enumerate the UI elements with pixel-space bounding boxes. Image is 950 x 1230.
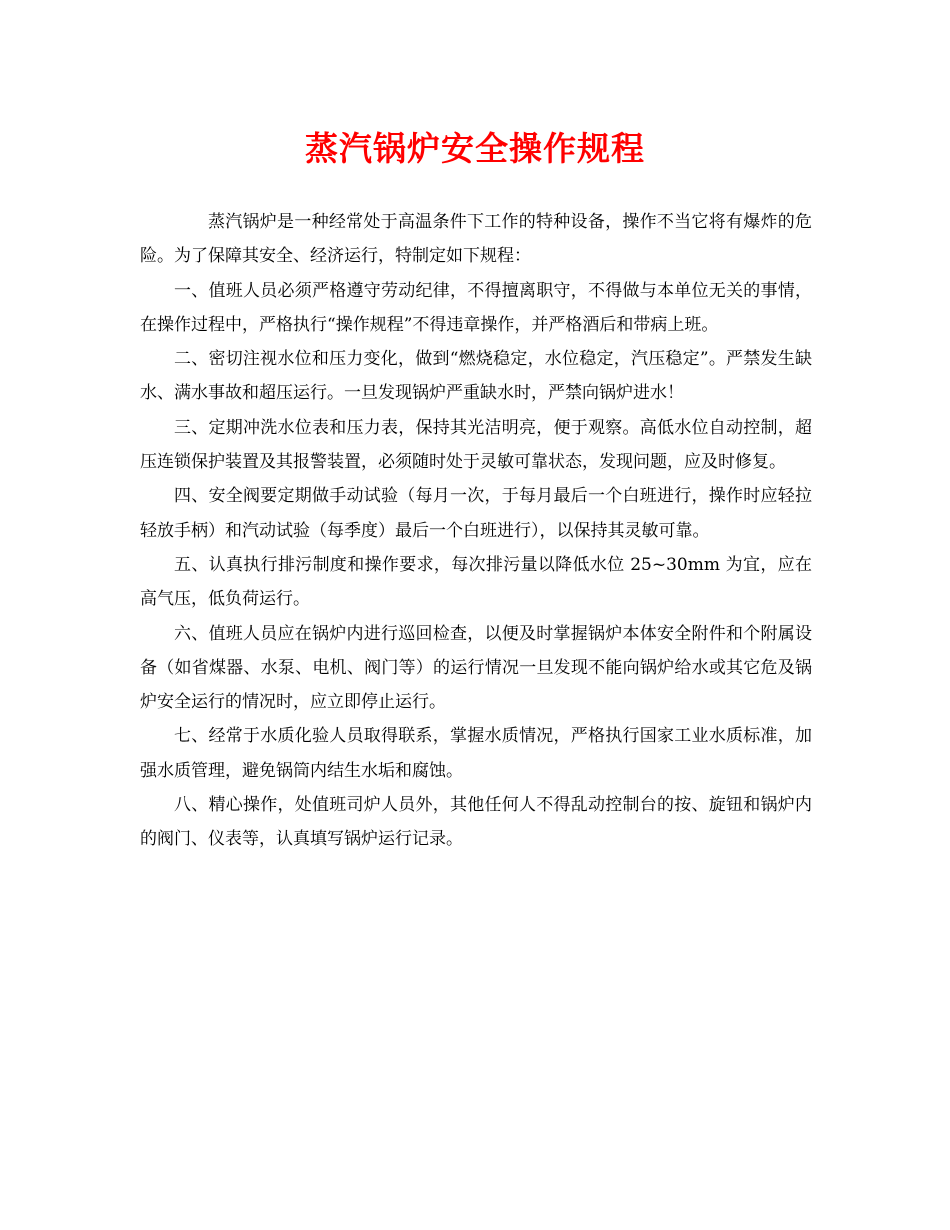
intro-paragraph: 蒸汽锅炉是一种经常处于高温条件下工作的特种设备，操作不当它将有爆炸的危险。为了保障其安全、经济运行，特制定如下规程： xyxy=(140,212,812,267)
rule-paragraph-8: 八、精心操作，处值班司炉人员外，其他任何人不得乱动控制台的按、旋钮和锅炉内的阀门、仪表等，认真填写锅炉运行记录。 xyxy=(140,795,812,850)
document-body xyxy=(140,205,812,857)
rule-paragraph-5: 五、认真执行排污制度和操作要求，每次排污量以降低水位 25~30mm 为宜，应在高气压，低负荷运行。 xyxy=(140,554,812,610)
rule-paragraph-4: 四、安全阀要定期做手动试验（每月一次，于每月最后一个白班进行，操作时应轻拉轻放手柄）和汽动试验（每季度）最后一个白班进行），以保持其灵敏可靠。 xyxy=(140,486,812,541)
rule-paragraph-1: 一、值班人员必须严格遵守劳动纪律，不得擅离职守，不得做与本单位无关的事情，在操作过程中，严格执行“操作规程”不得违章操作，并严格酒后和带病上班。 xyxy=(140,280,812,335)
rule-paragraph-7: 七、经常于水质化验人员取得联系，掌握水质情况，严格执行国家工业水质标准，加强水质管理，避免锅筒内结生水垢和腐蚀。 xyxy=(140,726,812,781)
page-title: 蒸汽锅炉安全操作规程 xyxy=(305,129,645,168)
rule-paragraph-3: 三、定期冲洗水位表和压力表，保持其光洁明亮，便于观察。高低水位自动控制，超压连锁保护装置及其报警装置，必须随时处于灵敏可靠状态，发现问题，应及时修复。 xyxy=(140,417,812,473)
rule-paragraph-2: 二、密切注视水位和压力变化，做到“燃烧稳定，水位稳定，汽压稳定”。严禁发生缺水、满水事故和超压运行。一旦发现锅炉严重缺水时，严禁向锅炉进水！ xyxy=(140,349,812,404)
rule-paragraph-6: 六、值班人员应在锅炉内进行巡回检查，以便及时掌握锅炉本体安全附件和个附属设备（如省煤器、水泵、电机、阀门等）的运行情况一旦发现不能向锅炉给水或其它危及锅炉安全运行的情况时，应立即停止运行。 xyxy=(140,623,812,713)
